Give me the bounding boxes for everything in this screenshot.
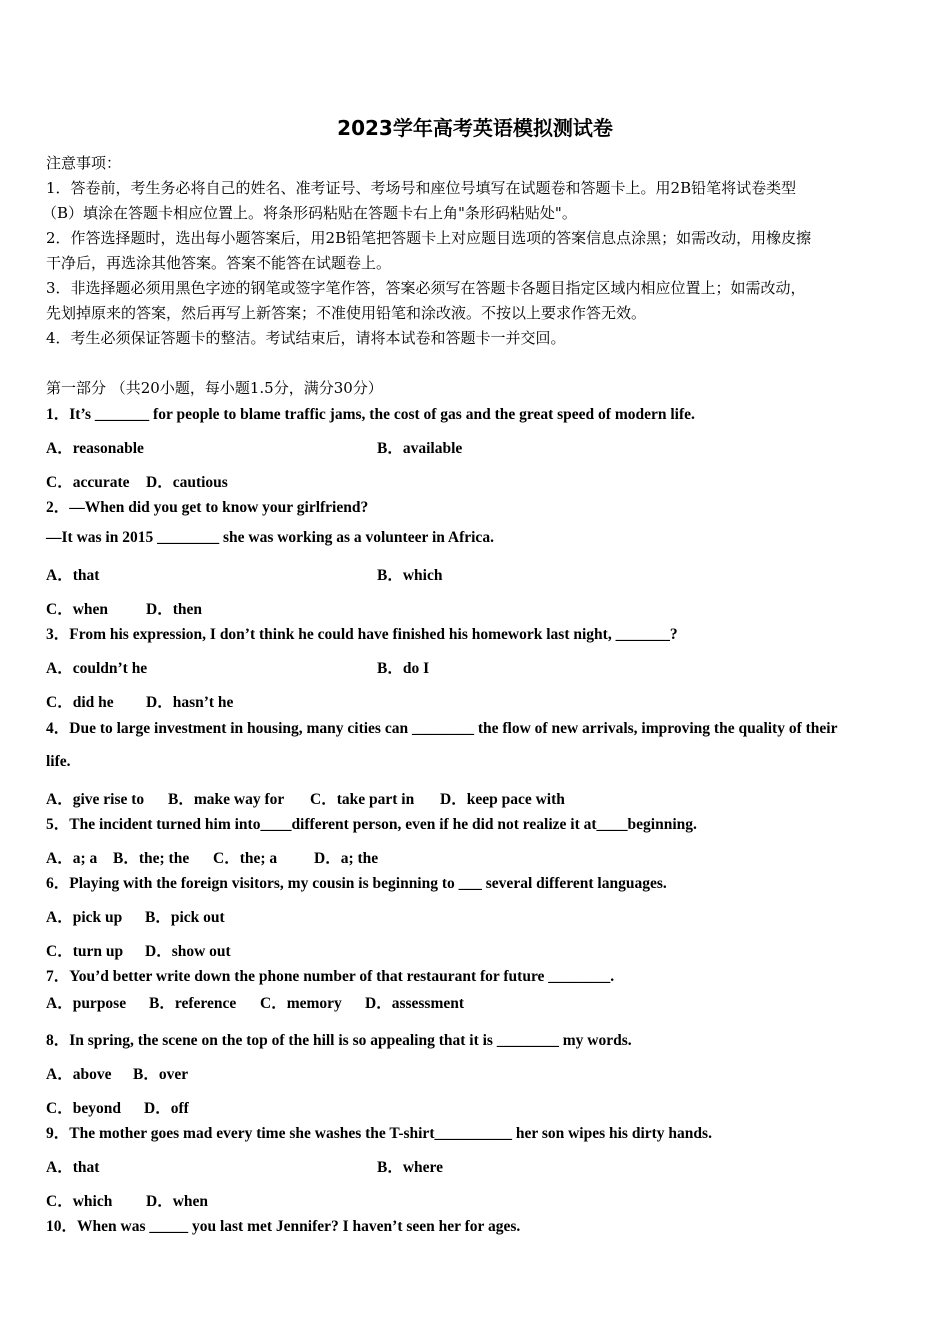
question-stem: 4．Due to large investment in housing, many cities can ________ the flow of new arrivals, improving the quality of their xyxy=(46,720,838,737)
question-stem: 6．Playing with the foreign visitors, my cousin is beginning to ___ several different languages. xyxy=(46,875,667,892)
option-c: C．which xyxy=(46,1193,113,1210)
option-a: A．purpose xyxy=(46,995,127,1012)
notice-line: 干净后，再选涂其他答案。答案不能答在试题卷上。 xyxy=(46,254,392,272)
option-b: B．pick out xyxy=(145,909,225,926)
option-b: B．available xyxy=(377,440,463,457)
option-b: B．do I xyxy=(377,660,430,677)
option-d: D．then xyxy=(146,601,202,618)
option-b: B．over xyxy=(133,1066,189,1083)
option-a: A．reasonable xyxy=(46,440,144,457)
option-b: B．reference xyxy=(149,995,237,1012)
option-d: D．cautious xyxy=(146,474,228,491)
option-d: D．show out xyxy=(145,943,231,960)
question-stem: 10．When was _____ you last met Jennifer? I haven’t seen her for ages. xyxy=(46,1218,521,1235)
option-c: C．turn up xyxy=(46,943,124,960)
option-d: D．hasn’t he xyxy=(146,694,234,711)
option-a: A．a; a xyxy=(46,850,98,867)
question-stem: 2．—When did you get to know your girlfriend? xyxy=(46,499,369,516)
option-a: A．couldn’t he xyxy=(46,660,148,677)
section-heading: 第一部分 （共20小题，每小题1.5分，满分30分） xyxy=(46,379,383,397)
question-stem: 5．The incident turned him into____different person, even if he did not realize it at____beginning. xyxy=(46,816,697,833)
question-stem: 7．You’d better write down the phone number of that restaurant for future ________. xyxy=(46,968,615,985)
option-c: C．when xyxy=(46,601,109,618)
question-stem: 3．From his expression, I don’t think he could have finished his homework last night, _______? xyxy=(46,626,678,643)
question-stem: life. xyxy=(46,753,71,770)
question-stem: 1．It’s _______ for people to blame traffic jams, the cost of gas and the great speed of modern life. xyxy=(46,406,695,423)
option-c: C．take part in xyxy=(310,791,415,808)
option-c: C．memory xyxy=(260,995,342,1012)
notice-line: 1．答卷前，考生务必将自己的姓名、准考证号、考场号和座位号填写在试题卷和答题卡上。用2B铅笔将试卷类型 xyxy=(46,179,797,197)
option-c: C．accurate xyxy=(46,474,130,491)
notice-heading: 注意事项： xyxy=(46,154,122,172)
notice-line: 4．考生必须保证答题卡的整洁。考试结束后，请将本试卷和答题卡一并交回。 xyxy=(46,329,566,347)
option-c: C．did he xyxy=(46,694,114,711)
notice-line: （B）填涂在答题卡相应位置上。将条形码粘贴在答题卡右上角"条形码粘贴处"。 xyxy=(42,204,577,222)
option-d: D．keep pace with xyxy=(440,791,565,808)
question-stem: 8．In spring, the scene on the top of the hill is so appealing that it is ________ my words. xyxy=(46,1032,632,1049)
option-b: B．where xyxy=(377,1159,444,1176)
option-b: B．the; the xyxy=(113,850,190,867)
option-d: D．off xyxy=(144,1100,189,1117)
option-a: A．above xyxy=(46,1066,112,1083)
page-title: 2023学年高考英语模拟测试卷 xyxy=(337,116,613,140)
option-a: A．that xyxy=(46,1159,100,1176)
option-b: B．make way for xyxy=(168,791,285,808)
option-a: A．pick up xyxy=(46,909,123,926)
option-b: B．which xyxy=(377,567,443,584)
option-d: D．when xyxy=(146,1193,209,1210)
notice-line: 2．作答选择题时，选出每小题答案后，用2B铅笔把答题卡上对应题目选项的答案信息点涂黑；如需改动，用橡皮擦 xyxy=(46,229,812,247)
question-stem: —It was in 2015 ________ she was working as a volunteer in Africa. xyxy=(46,529,494,546)
option-d: D．assessment xyxy=(365,995,465,1012)
option-d: D．a; the xyxy=(314,850,379,867)
option-a: A．give rise to xyxy=(46,791,145,808)
option-c: C．the; a xyxy=(213,850,278,867)
option-a: A．that xyxy=(46,567,100,584)
notice-line: 3．非选择题必须用黑色字迹的钢笔或签字笔作答，答案必须写在答题卡各题目指定区域内相应位置上；如需改动， xyxy=(46,279,806,297)
option-c: C．beyond xyxy=(46,1100,121,1117)
notice-line: 先划掉原来的答案，然后再写上新答案；不准使用铅笔和涂改液。不按以上要求作答无效。 xyxy=(46,304,647,322)
question-stem: 9．The mother goes mad every time she washes the T-shirt__________ her son wipes his dirty hands. xyxy=(46,1125,712,1142)
